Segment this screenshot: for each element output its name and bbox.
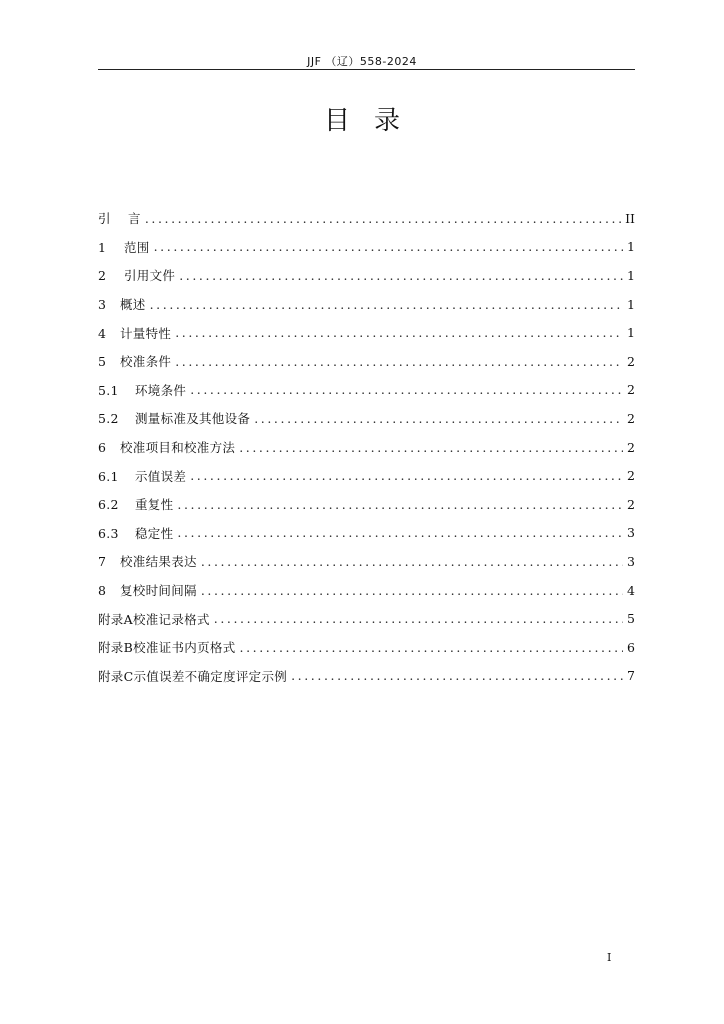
toc-entry[interactable] bbox=[98, 376, 635, 405]
toc-entry-title: 计量特性 bbox=[120, 325, 172, 341]
toc-entry-title: 示值误差不确定度评定示例 bbox=[133, 668, 288, 684]
toc-entry-number: 1 bbox=[98, 239, 107, 255]
toc-entry-number: 5.2 bbox=[98, 411, 119, 427]
toc-entry-number: 6.1 bbox=[98, 468, 119, 484]
toc-entry[interactable] bbox=[98, 261, 635, 290]
toc-entry-appendix[interactable] bbox=[98, 662, 635, 691]
toc-entry-page: 5 bbox=[627, 611, 635, 627]
toc-entry-number: 6.2 bbox=[98, 497, 119, 513]
toc-entry-page: 1 bbox=[627, 267, 635, 283]
toc-entry[interactable] bbox=[98, 318, 635, 347]
toc-entry[interactable] bbox=[98, 461, 635, 490]
toc-entry-appendix[interactable] bbox=[98, 604, 635, 633]
toc-entry-title: 校准条件 bbox=[120, 354, 172, 370]
toc-entry-title: 示值误差 bbox=[135, 468, 187, 484]
toc-entry-title: 校准记录格式 bbox=[132, 611, 210, 627]
toc-entry-page: 2 bbox=[627, 439, 635, 455]
table-of-contents bbox=[98, 204, 635, 690]
page-title: 目录 bbox=[323, 106, 424, 136]
toc-leader-dots bbox=[190, 468, 623, 483]
toc-entry[interactable] bbox=[98, 547, 635, 576]
toc-entry-number: 5.1 bbox=[98, 382, 119, 398]
toc-entry[interactable] bbox=[98, 519, 635, 548]
toc-entry-page: 3 bbox=[627, 525, 635, 541]
toc-entry-page: 2 bbox=[627, 382, 635, 398]
toc-entry-title: 范围 bbox=[124, 239, 150, 255]
toc-entry-page: 6 bbox=[627, 639, 635, 655]
toc-leader-dots bbox=[177, 525, 623, 540]
toc-leader-dots bbox=[175, 325, 623, 340]
toc-entry-title: 环境条件 bbox=[135, 382, 187, 398]
toc-leader-dots bbox=[239, 440, 623, 455]
toc-entry-number: 引 bbox=[98, 211, 111, 227]
toc-entry-page: 4 bbox=[627, 582, 635, 598]
toc-entry-page: 2 bbox=[627, 353, 635, 369]
toc-leader-dots bbox=[190, 382, 623, 397]
toc-entry-number: 附录A bbox=[98, 611, 133, 627]
toc-entry[interactable] bbox=[98, 404, 635, 433]
toc-entry-title: 校准项目和校准方法 bbox=[120, 440, 236, 456]
standard-code-header: JJF （辽）558-2024 bbox=[307, 55, 417, 68]
toc-entry-number: 2 bbox=[98, 268, 107, 284]
toc-entry-page: 1 bbox=[627, 296, 635, 312]
toc-entry-number: 6.3 bbox=[98, 525, 119, 541]
toc-entry-appendix[interactable] bbox=[98, 633, 635, 662]
toc-entry-title: 测量标准及其他设备 bbox=[135, 411, 251, 427]
toc-entry-title: 校准证书内页格式 bbox=[133, 640, 236, 656]
toc-entry-title: 概述 bbox=[120, 297, 146, 313]
toc-leader-dots bbox=[179, 268, 623, 283]
header-rule bbox=[98, 69, 635, 70]
toc-entry-number: 3 bbox=[98, 297, 107, 313]
toc-entry-page: 1 bbox=[627, 325, 635, 341]
toc-leader-dots bbox=[291, 668, 623, 683]
toc-entry-title: 引用文件 bbox=[124, 268, 176, 284]
toc-entry-number: 5 bbox=[98, 354, 107, 370]
toc-entry-page: 3 bbox=[627, 553, 635, 569]
toc-entry-number: 4 bbox=[98, 325, 107, 341]
toc-entry-number: 7 bbox=[98, 554, 107, 570]
toc-leader-dots bbox=[214, 611, 623, 626]
toc-entry-title: 稳定性 bbox=[135, 525, 174, 541]
toc-leader-dots bbox=[177, 497, 623, 512]
toc-entry-number: 8 bbox=[98, 583, 107, 599]
toc-entry-preface[interactable] bbox=[98, 204, 635, 233]
toc-entry[interactable] bbox=[98, 490, 635, 519]
toc-entry-title: 言 bbox=[128, 211, 141, 227]
toc-leader-dots bbox=[201, 583, 623, 598]
toc-entry-page: 2 bbox=[627, 410, 635, 426]
toc-leader-dots bbox=[154, 239, 623, 254]
toc-leader-dots bbox=[145, 211, 621, 226]
toc-leader-dots bbox=[175, 354, 623, 369]
toc-entry-title: 校准结果表达 bbox=[120, 554, 197, 570]
toc-entry-number: 附录B bbox=[98, 640, 134, 656]
toc-leader-dots bbox=[150, 297, 623, 312]
toc-entry-page: II bbox=[625, 210, 635, 226]
toc-leader-dots bbox=[254, 411, 623, 426]
toc-entry[interactable] bbox=[98, 347, 635, 376]
toc-entry[interactable] bbox=[98, 290, 635, 319]
toc-entry-page: 1 bbox=[627, 239, 635, 255]
toc-entry-page: 7 bbox=[627, 668, 635, 684]
toc-entry-number: 6 bbox=[98, 440, 107, 456]
toc-leader-dots bbox=[201, 554, 623, 569]
toc-entry[interactable] bbox=[98, 576, 635, 605]
toc-entry-label bbox=[98, 209, 141, 227]
toc-entry-page: 2 bbox=[627, 496, 635, 512]
toc-entry-page: 2 bbox=[627, 468, 635, 484]
toc-entry-title: 复校时间间隔 bbox=[120, 583, 197, 599]
toc-leader-dots bbox=[240, 640, 624, 655]
toc-entry-title: 重复性 bbox=[135, 497, 174, 513]
toc-entry[interactable] bbox=[98, 233, 635, 262]
toc-entry-number: 附录C bbox=[98, 668, 134, 684]
page-number: I bbox=[607, 951, 612, 964]
toc-entry[interactable] bbox=[98, 433, 635, 462]
